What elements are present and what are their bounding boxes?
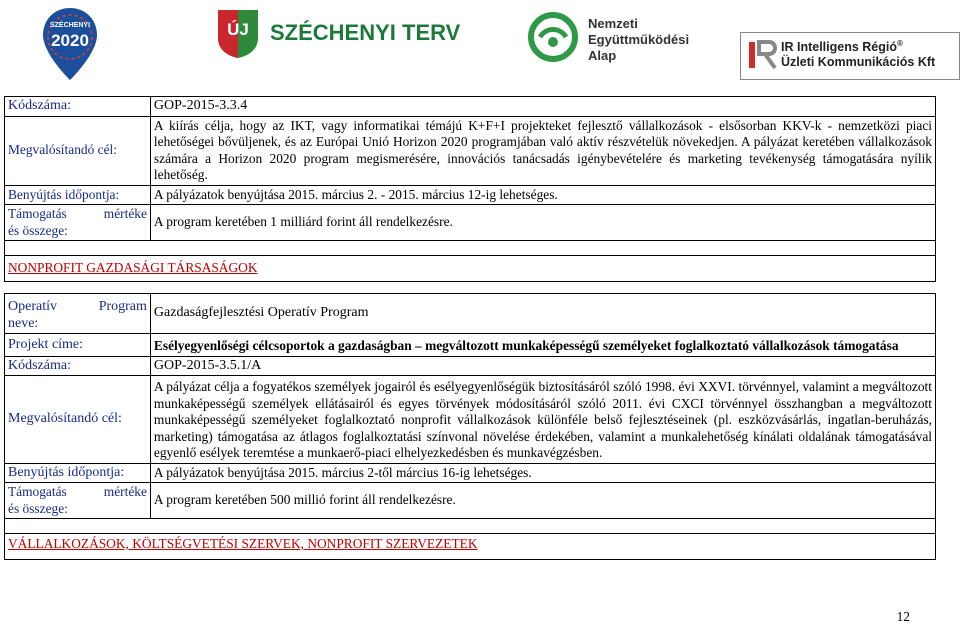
support-value-2: A program keretében 500 millió forint áll rendelkezésre. bbox=[150, 483, 935, 519]
date-value-2: A pályázatok benyújtása 2015. március 2-től március 16-ig lehetséges. bbox=[150, 463, 935, 483]
title-value: Esélyegyenlőségi célcsoportok a gazdaságban – megváltozott munkaképességű személyeket foglalkoztató vállalkozások támogatása bbox=[150, 334, 935, 357]
logo2-prefix: ÚJ bbox=[227, 20, 249, 39]
table-row bbox=[5, 294, 936, 334]
nemzeti-egyuttmukodesi-alap-logo bbox=[528, 12, 708, 72]
logo3-line2: Együttműködési bbox=[588, 32, 690, 47]
table-row bbox=[5, 483, 936, 519]
header-logos bbox=[0, 0, 960, 90]
table-row bbox=[5, 334, 936, 357]
table-row bbox=[5, 116, 936, 185]
section2-title-text: VÁLLALKOZÁSOK, KÖLTSÉGVETÉSI SZERVEK, NONPROFIT SZERVEZETEK bbox=[8, 536, 478, 551]
block1-table bbox=[4, 96, 936, 282]
logo1-year: 2020 bbox=[51, 31, 89, 50]
section2-title bbox=[5, 534, 936, 560]
goal-label-2: Megvalósítandó cél: bbox=[5, 376, 151, 464]
table-row bbox=[5, 205, 936, 241]
logo4-line1 bbox=[781, 39, 903, 54]
code-label: Kódszáma: bbox=[5, 97, 151, 117]
logo4-line2: Üzleti Kommunikációs Kft bbox=[781, 55, 936, 69]
logo3-line1: Nemzeti bbox=[588, 16, 638, 31]
date-label: Benyújtás időpontja: bbox=[5, 185, 151, 205]
table-row bbox=[5, 463, 936, 483]
spacer-row bbox=[5, 241, 936, 256]
szechenyi-2020-logo bbox=[40, 6, 100, 82]
table-row bbox=[5, 185, 936, 205]
goal-label: Megvalósítandó cél: bbox=[5, 116, 151, 185]
support-label-2 bbox=[5, 483, 151, 519]
support-label bbox=[5, 205, 151, 241]
ir-mark-icon bbox=[745, 36, 783, 74]
section-title-row bbox=[5, 534, 936, 560]
support-label-2-line2: és összege: bbox=[8, 500, 68, 516]
spacer-cell bbox=[5, 241, 936, 256]
code-value-2: GOP-2015-3.5.1/A bbox=[150, 356, 935, 376]
spacer-cell bbox=[5, 519, 936, 534]
table-row bbox=[5, 356, 936, 376]
section-title-row bbox=[5, 256, 936, 282]
support-label-line2: és összege: bbox=[8, 222, 68, 238]
logo3-line3: Alap bbox=[588, 48, 617, 63]
logo4-line1-text: IR Intelligens Régió bbox=[781, 40, 897, 55]
table-row bbox=[5, 376, 936, 464]
ir-intelligens-regio-logo bbox=[740, 32, 960, 80]
page-number: 12 bbox=[896, 609, 910, 624]
op-value: Gazdaságfejlesztési Operatív Program bbox=[150, 294, 935, 334]
logo1-title: SZÉCHENYI bbox=[49, 22, 91, 29]
support-label-2-line1: Támogatás mértéke bbox=[8, 484, 147, 499]
op-label-line1: Operatív Program bbox=[8, 299, 147, 314]
title-label: Projekt címe: bbox=[5, 334, 151, 357]
goal-value: A kiírás célja, hogy az IKT, vagy informatikai témájú K+F+I projekteket fejlesztő vállalkozások - elsősorban KKV-k - nemzetközi piaci lehetőségei bővüljenek, és az Európai Unió Horizon 2020 programjában való aktív részvételük növekedjen. A pályázat keretében vállalkozások számára a Horizon 2020 program megismerésére, innovációs tanácsadás igénybevételére és marketing tevékenység támogatására nyílik lehetőség. bbox=[150, 116, 935, 185]
table-row bbox=[5, 97, 936, 117]
uj-szechenyi-terv-logo bbox=[212, 6, 461, 66]
support-value: A program keretében 1 milliárd forint áll rendelkezésre. bbox=[150, 205, 935, 241]
goal-value-2: A pályázat célja a fogyatékos személyek jogairól és esélyegyenlőségük biztosításáról szóló 1998. évi XXVI. törvénnyel, valamint a megváltozott munkaképességű személyek ellátásairól és egyes törvények módosításáról szóló 2011. évi CXCI törvénnyel összhangban a megváltozott munkaképességű személyeket foglalkoztató nonprofit vállalkozások különféle belső fejlesztéseinek (pl. eszközvásárlás, ingatlan-beruházás, marketing) támogatása az átlagos foglalkoztatási színvonal növelése érdekében, valamint a munkalehetőség kínálati oldalának támogatásával egyenlő esélyek teremtése a munkaerő-piaci elhelyezkedésben és munkavégzésben. bbox=[150, 376, 935, 464]
code-value: GOP-2015-3.3.4 bbox=[150, 97, 935, 117]
support-label-line1: Támogatás mértéke bbox=[8, 206, 147, 221]
nea-emblem-icon bbox=[528, 12, 578, 62]
spacer-row bbox=[5, 519, 936, 534]
logo2-title: SZÉCHENYI TERV bbox=[270, 20, 461, 45]
block2-table bbox=[4, 293, 936, 560]
section1-title-text: NONPROFIT GAZDASÁGI TÁRSASÁGOK bbox=[8, 260, 258, 275]
date-value: A pályázatok benyújtása 2015. március 2. - 2015. március 12-ig lehetséges. bbox=[150, 185, 935, 205]
registered-mark: ® bbox=[897, 39, 903, 48]
section1-title bbox=[5, 256, 936, 282]
op-label-line2: neve: bbox=[8, 315, 39, 331]
op-label bbox=[5, 294, 151, 334]
code-label-2: Kódszáma: bbox=[5, 356, 151, 376]
date-label-2: Benyújtás időpontja: bbox=[5, 463, 151, 483]
